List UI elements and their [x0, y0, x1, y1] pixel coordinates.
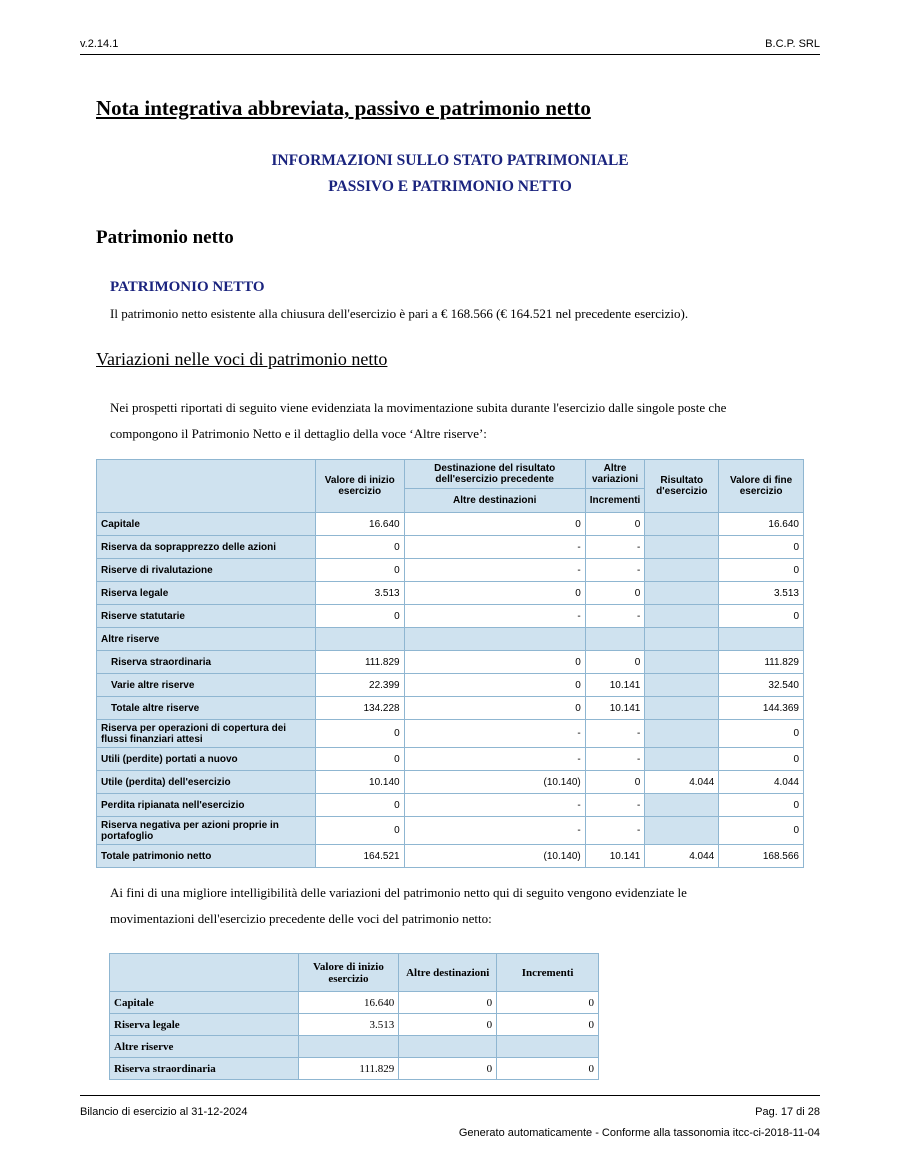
cell-c: [497, 1036, 599, 1058]
row-label: Altre riserve: [97, 628, 316, 651]
header-altre-variazioni: Altre variazioni: [585, 460, 645, 489]
subtitle-1: INFORMAZIONI SULLO STATO PATRIMONIALE: [271, 152, 629, 169]
cell-a: 164.521: [315, 845, 404, 868]
cell-e: 111.829: [719, 651, 804, 674]
row-label: Varie altre riserve: [97, 674, 316, 697]
subsection-title: PATRIMONIO NETTO: [110, 279, 265, 295]
cell-c: 0: [497, 992, 599, 1014]
cell-b: -: [404, 794, 585, 817]
cell-a: 111.829: [315, 651, 404, 674]
cell-e: 0: [719, 720, 804, 748]
cell-a: 0: [315, 559, 404, 582]
header-blank: [97, 460, 316, 513]
t2-header-blank: [110, 954, 299, 992]
cell-b: 0: [404, 674, 585, 697]
footer-page: Pag. 17 di 28: [755, 1106, 820, 1118]
row-label: Riserva legale: [110, 1014, 299, 1036]
version-label: v.2.14.1: [80, 38, 119, 50]
para2-line-1: Ai fini di una migliore intelligibilità delle variazioni del patrimonio netto qui di seguito vengono evidenziate le: [110, 885, 687, 900]
table-row: [110, 992, 599, 1014]
cell-c: -: [585, 605, 645, 628]
cell-d: [645, 748, 719, 771]
cell-b: -: [404, 817, 585, 845]
table-row: [97, 513, 804, 536]
cell-c: 0: [585, 651, 645, 674]
cell-e: 0: [719, 559, 804, 582]
para2-line-2: movimentazioni dell'esercizio precedente delle voci del patrimonio netto:: [110, 911, 492, 926]
row-label: Riserva straordinaria: [110, 1058, 299, 1080]
table-row: [97, 794, 804, 817]
cell-e: 4.044: [719, 771, 804, 794]
table-row: [97, 674, 804, 697]
cell-a: 0: [315, 605, 404, 628]
row-label: Riserva straordinaria: [97, 651, 316, 674]
previous-year-table: [109, 953, 599, 1080]
cell-e: 3.513: [719, 582, 804, 605]
cell-e: 0: [719, 536, 804, 559]
cell-d: [645, 674, 719, 697]
intro-line-2: compongono il Patrimonio Netto e il dettaglio della voce ‘Altre riserve’:: [110, 426, 487, 441]
row-label: Riserva negativa per azioni proprie in portafoglio: [97, 817, 316, 845]
cell-c: 0: [585, 513, 645, 536]
cell-e: 32.540: [719, 674, 804, 697]
row-label: Totale patrimonio netto: [97, 845, 316, 868]
cell-c: 0: [497, 1014, 599, 1036]
table-row: [97, 536, 804, 559]
row-label: Capitale: [97, 513, 316, 536]
cell-b: 0: [404, 513, 585, 536]
row-label: Altre riserve: [110, 1036, 299, 1058]
cell-a: 134.228: [315, 697, 404, 720]
row-label: Perdita ripianata nell'esercizio: [97, 794, 316, 817]
variazioni-table: [96, 459, 804, 868]
cell-d: [645, 817, 719, 845]
cell-b: 0: [399, 992, 497, 1014]
cell-b: (10.140): [404, 845, 585, 868]
table-row: [97, 605, 804, 628]
second-paragraph: [110, 880, 773, 932]
cell-c: -: [585, 559, 645, 582]
t2-header-inizio: Valore di inizio esercizio: [298, 954, 399, 992]
cell-a: 22.399: [315, 674, 404, 697]
cell-e: [719, 628, 804, 651]
cell-a: 16.640: [315, 513, 404, 536]
header-altre-destinazioni: Altre destinazioni: [404, 489, 585, 513]
section-title: Patrimonio netto: [96, 227, 234, 248]
cell-b: -: [404, 536, 585, 559]
row-label: Riserva per operazioni di copertura dei flussi finanziari attesi: [97, 720, 316, 748]
cell-e: 168.566: [719, 845, 804, 868]
cell-b: 0: [399, 1014, 497, 1036]
cell-a: 0: [315, 817, 404, 845]
cell-a: 10.140: [315, 771, 404, 794]
cell-d: [645, 697, 719, 720]
footer-left: Bilancio di esercizio al 31-12-2024: [80, 1106, 248, 1118]
cell-a: 16.640: [298, 992, 399, 1014]
cell-a: 0: [315, 536, 404, 559]
row-label: Riserve statutarie: [97, 605, 316, 628]
footer-generated: Generato automaticamente - Conforme alla tassonomia itcc-ci-2018-11-04: [458, 1127, 820, 1139]
cell-b: -: [404, 748, 585, 771]
row-label: Riserva da soprapprezzo delle azioni: [97, 536, 316, 559]
table-row: [97, 845, 804, 868]
table-row: [97, 720, 804, 748]
cell-b: (10.140): [404, 771, 585, 794]
cell-b: -: [404, 720, 585, 748]
cell-a: 0: [315, 748, 404, 771]
cell-d: [645, 605, 719, 628]
table-row: [110, 1036, 599, 1058]
cell-c: 10.141: [585, 697, 645, 720]
cell-c: 10.141: [585, 674, 645, 697]
cell-a: 3.513: [315, 582, 404, 605]
row-label: Riserve di rivalutazione: [97, 559, 316, 582]
header-risultato: Risultato d'esercizio: [645, 460, 719, 513]
table-row: [97, 817, 804, 845]
header-inizio: Valore di inizio esercizio: [315, 460, 404, 513]
cell-b: 0: [404, 651, 585, 674]
t2-header-altre-destinazioni: Altre destinazioni: [399, 954, 497, 992]
cell-c: 0: [497, 1058, 599, 1080]
pn-text: Il patrimonio netto esistente alla chiusura dell'esercizio è pari a € 168.566 (€ 164.521 nel precedente esercizio).: [110, 306, 689, 321]
row-label: Utile (perdita) dell'esercizio: [97, 771, 316, 794]
cell-d: 4.044: [645, 771, 719, 794]
cell-d: [645, 536, 719, 559]
cell-c: 0: [585, 771, 645, 794]
table-row: [97, 771, 804, 794]
cell-c: [585, 628, 645, 651]
row-label: Capitale: [110, 992, 299, 1014]
cell-c: 0: [585, 582, 645, 605]
table-row: [97, 582, 804, 605]
cell-b: [399, 1036, 497, 1058]
table-row: [97, 628, 804, 651]
cell-b: [404, 628, 585, 651]
cell-c: -: [585, 748, 645, 771]
cell-a: 3.513: [298, 1014, 399, 1036]
cell-e: 144.369: [719, 697, 804, 720]
cell-e: 16.640: [719, 513, 804, 536]
cell-a: [298, 1036, 399, 1058]
cell-b: 0: [399, 1058, 497, 1080]
cell-c: 10.141: [585, 845, 645, 868]
cell-c: -: [585, 720, 645, 748]
cell-d: [645, 559, 719, 582]
table-row: [110, 1014, 599, 1036]
cell-a: 0: [315, 720, 404, 748]
cell-a: 0: [315, 794, 404, 817]
cell-e: 0: [719, 748, 804, 771]
cell-c: -: [585, 794, 645, 817]
intro-line-1: Nei prospetti riportati di seguito viene evidenziata la movimentazione subita durante l'esercizio dalle singole poste che: [110, 400, 727, 415]
table-row: [110, 1058, 599, 1080]
page-title: Nota integrativa abbreviata, passivo e patrimonio netto: [96, 96, 591, 120]
table-row: [97, 748, 804, 771]
cell-d: [645, 513, 719, 536]
row-label: Totale altre riserve: [97, 697, 316, 720]
subtitle-2: PASSIVO E PATRIMONIO NETTO: [328, 178, 572, 195]
cell-b: -: [404, 605, 585, 628]
header-incrementi: Incrementi: [585, 489, 645, 513]
cell-d: [645, 628, 719, 651]
table-row: [97, 559, 804, 582]
cell-a: 111.829: [298, 1058, 399, 1080]
header-fine: Valore di fine esercizio: [719, 460, 804, 513]
cell-d: [645, 582, 719, 605]
cell-d: [645, 651, 719, 674]
cell-d: [645, 794, 719, 817]
header-destinazione: Destinazione del risultato dell'esercizio precedente: [404, 460, 585, 489]
cell-b: 0: [404, 582, 585, 605]
company-name: B.C.P. SRL: [765, 38, 820, 50]
header-rule: [80, 54, 820, 55]
table-row: [97, 651, 804, 674]
cell-e: 0: [719, 817, 804, 845]
cell-b: 0: [404, 697, 585, 720]
row-label: Riserva legale: [97, 582, 316, 605]
page-header: [80, 38, 820, 54]
cell-c: -: [585, 817, 645, 845]
table-row: [97, 697, 804, 720]
variazioni-title: Variazioni nelle voci di patrimonio netto: [96, 349, 388, 369]
cell-c: -: [585, 536, 645, 559]
t2-header-incrementi: Incrementi: [497, 954, 599, 992]
footer-rule: [80, 1095, 820, 1096]
cell-d: 4.044: [645, 845, 719, 868]
cell-a: [315, 628, 404, 651]
row-label: Utili (perdite) portati a nuovo: [97, 748, 316, 771]
cell-b: -: [404, 559, 585, 582]
intro-paragraph: [110, 395, 773, 447]
cell-d: [645, 720, 719, 748]
cell-e: 0: [719, 605, 804, 628]
cell-e: 0: [719, 794, 804, 817]
